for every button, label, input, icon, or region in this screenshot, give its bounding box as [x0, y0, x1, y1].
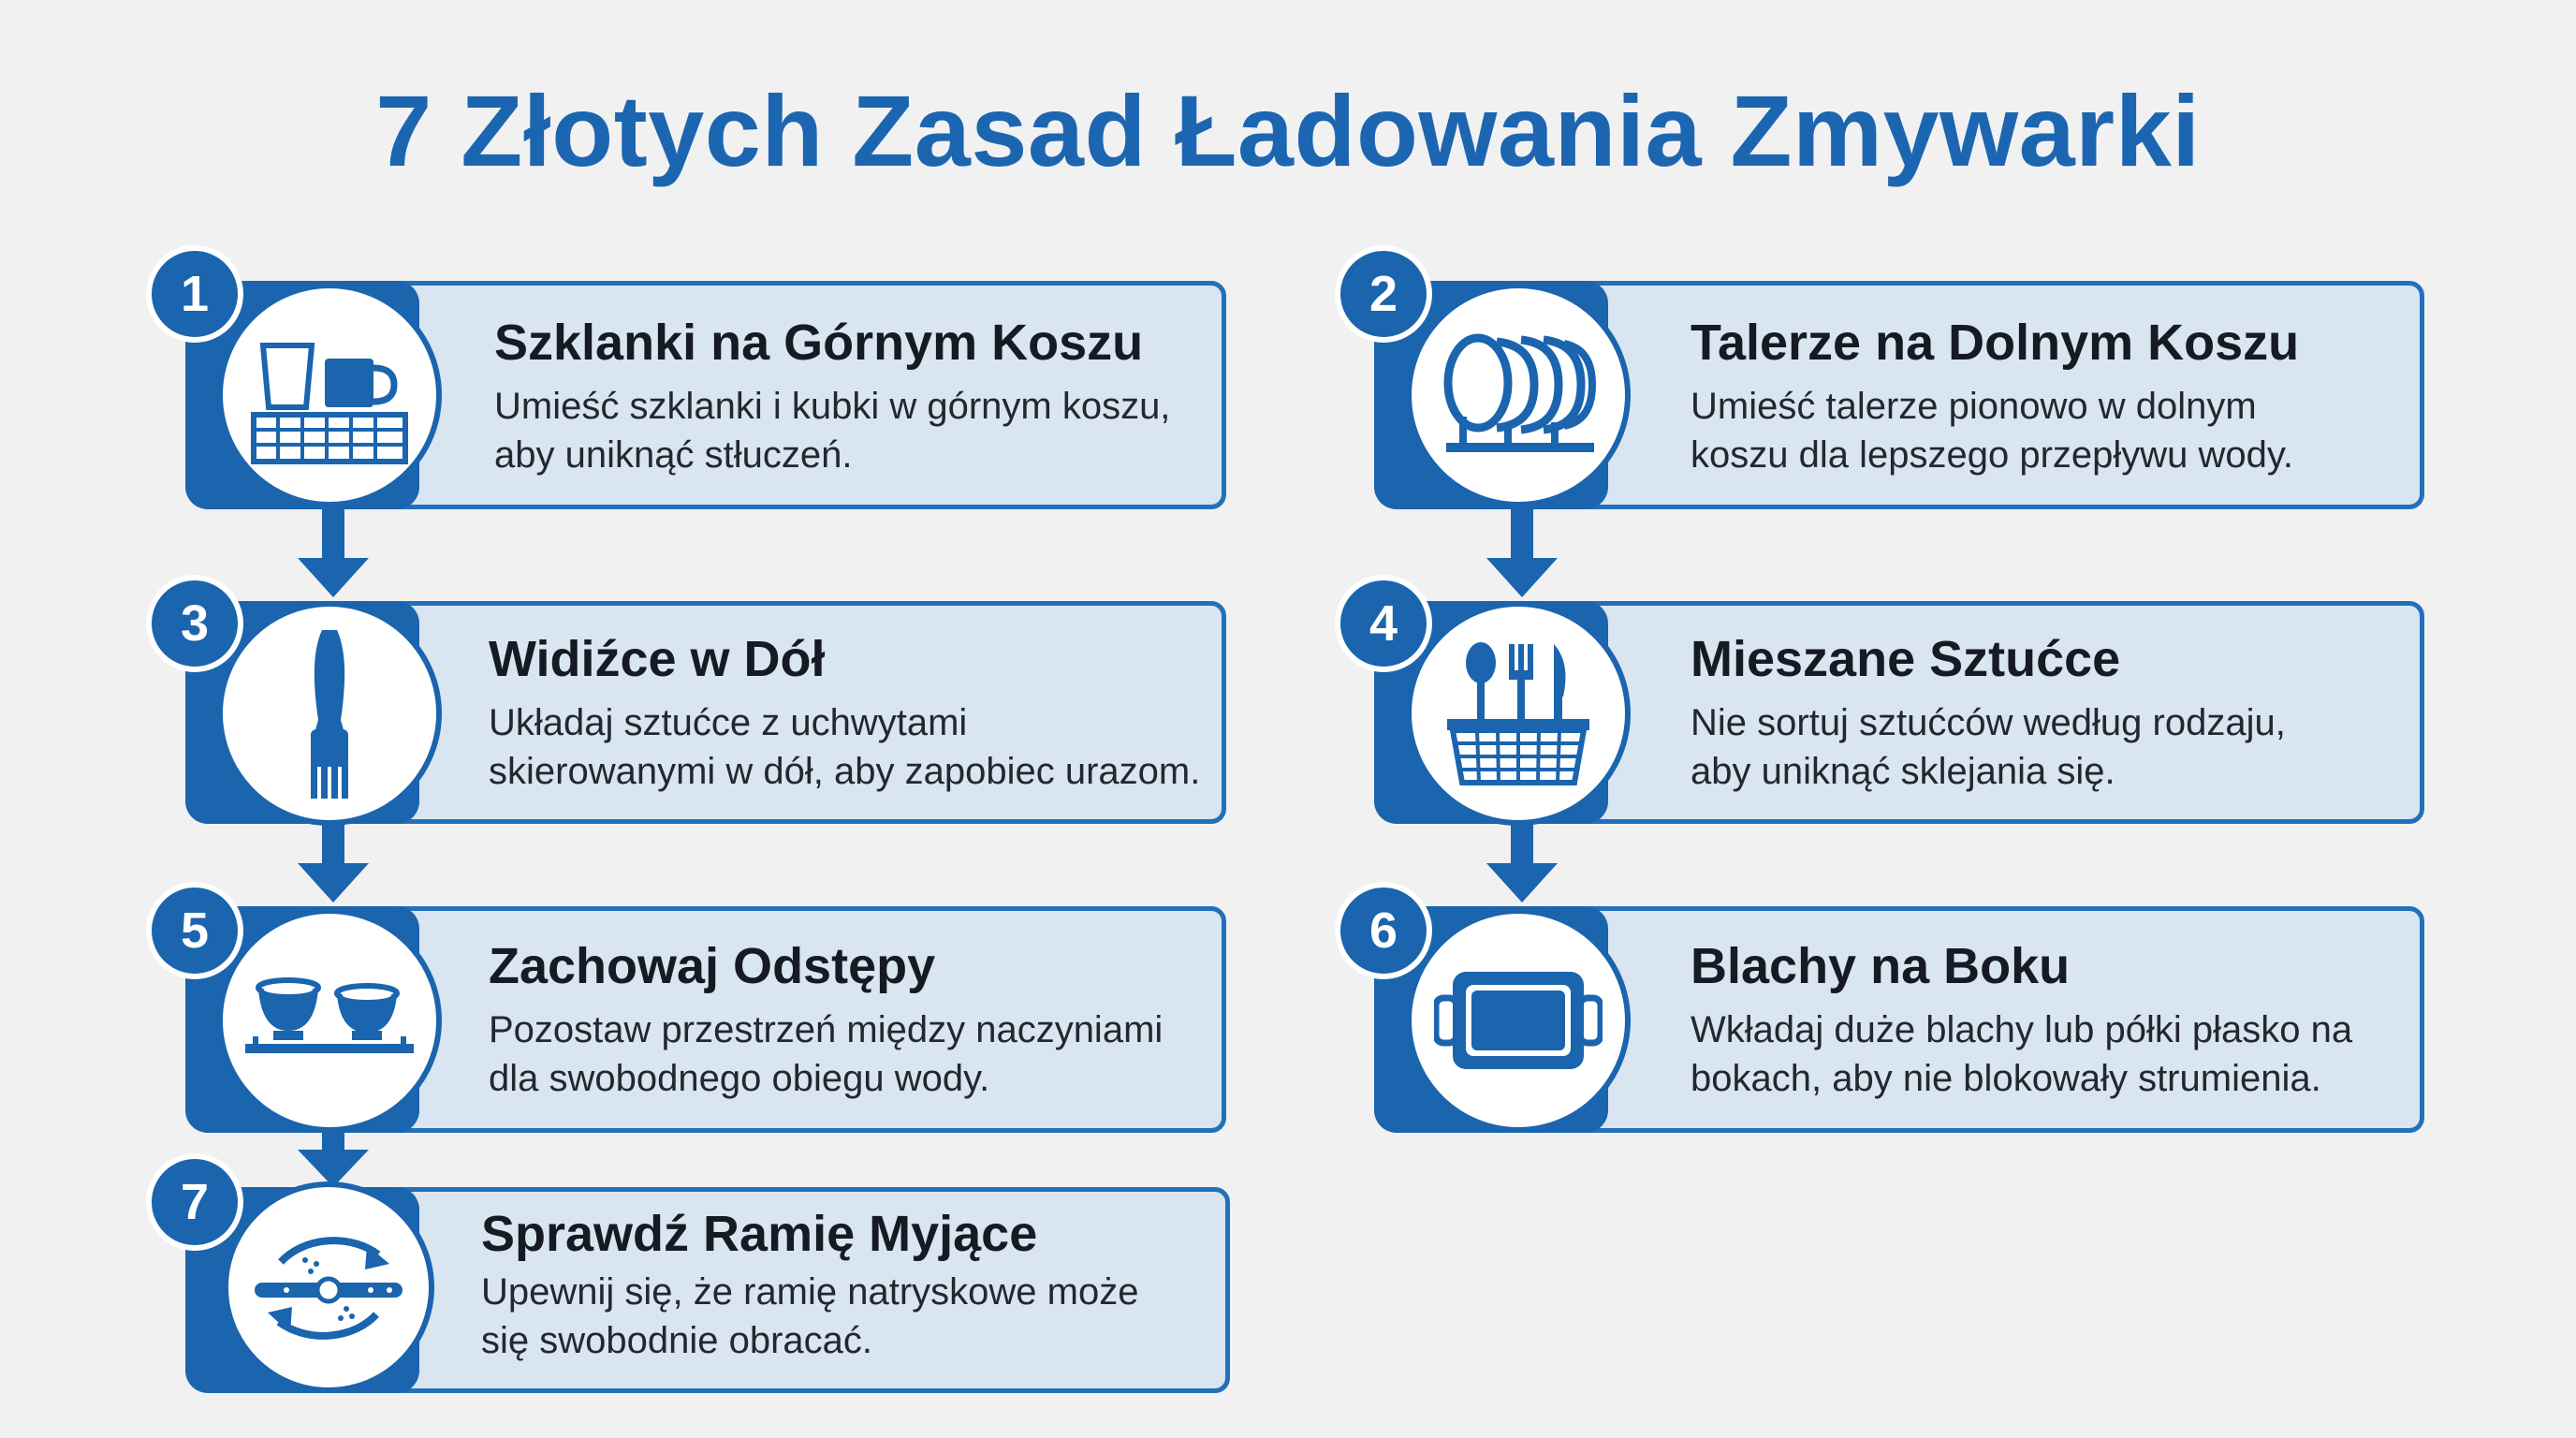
step-title: Widiźce w Dół: [489, 631, 826, 687]
fork-icon: [292, 624, 367, 802]
step-description-line: skierowanymi w dół, aby zapobiec urazom.: [489, 751, 1201, 792]
step-description-line: dla swobodnego obiegu wody.: [489, 1058, 990, 1099]
bowls-on-shelf-icon: [245, 969, 414, 1072]
cutlery-basket-icon: [1443, 638, 1593, 788]
step-icon-2: [1406, 283, 1631, 507]
step-description-line: aby uniknąć sklejania się.: [1690, 751, 2115, 792]
step-title: Blachy na Boku: [1690, 938, 2071, 994]
step-icon-7: [223, 1181, 434, 1393]
arrow-down-icon: [298, 506, 369, 599]
step-description-line: Umieść talerze pionowo w dolnym: [1690, 386, 2257, 427]
glasses-on-rack-icon: [250, 325, 409, 465]
step-number-badge: 6: [1335, 882, 1432, 979]
step-description-line: się swobodnie obracać.: [481, 1320, 873, 1361]
step-title: Szklanki na Górnym Koszu: [494, 315, 1144, 371]
step-description-line: koszu dla lepszego przepływu wody.: [1690, 434, 2294, 476]
spray-arm-icon: [249, 1217, 408, 1357]
arrow-down-icon: [298, 822, 369, 904]
step-number-badge: 4: [1335, 575, 1432, 672]
step-title: Sprawdź Ramię Myjące: [481, 1206, 1038, 1262]
step-icon-6: [1406, 908, 1631, 1133]
step-title: Zachowaj Odstępy: [489, 938, 936, 994]
step-icon-4: [1406, 601, 1631, 826]
step-number-badge: 5: [146, 882, 243, 979]
step-description-line: Układaj sztućce z uchwytami: [489, 702, 968, 743]
step-number-badge: 1: [146, 245, 243, 343]
step-description-line: aby uniknąć stłuczeń.: [494, 434, 853, 476]
plates-rack-icon: [1439, 325, 1598, 465]
arrow-down-icon: [1486, 506, 1558, 599]
step-description-line: Nie sortuj sztućców według rodzaju,: [1690, 702, 2286, 743]
step-description-line: Upewnij się, że ramię natryskowe może: [481, 1271, 1139, 1313]
step-number-badge: 2: [1335, 245, 1432, 343]
step-description-line: Pozostaw przestrzeń między naczyniami: [489, 1009, 1164, 1050]
step-description-line: Wkładaj duże blachy lub półki płasko na: [1690, 1009, 2353, 1050]
step-icon-1: [217, 283, 442, 507]
step-number-badge: 7: [146, 1153, 243, 1251]
arrow-down-icon: [1486, 822, 1558, 904]
step-title: Talerze na Dolnym Koszu: [1690, 315, 2300, 371]
step-description-line: bokach, aby nie blokowały strumienia.: [1690, 1058, 2321, 1099]
step-number-badge: 3: [146, 575, 243, 672]
step-icon-3: [217, 601, 442, 826]
arrow-down-icon: [298, 1129, 369, 1189]
step-icon-5: [217, 908, 442, 1133]
page-title: 7 Złotych Zasad Ładowania Zmywarki: [375, 74, 2201, 187]
baking-tray-icon: [1434, 964, 1603, 1077]
step-title: Mieszane Sztućce: [1690, 631, 2121, 687]
step-description-line: Umieść szklanki i kubki w górnym koszu,: [494, 386, 1171, 427]
